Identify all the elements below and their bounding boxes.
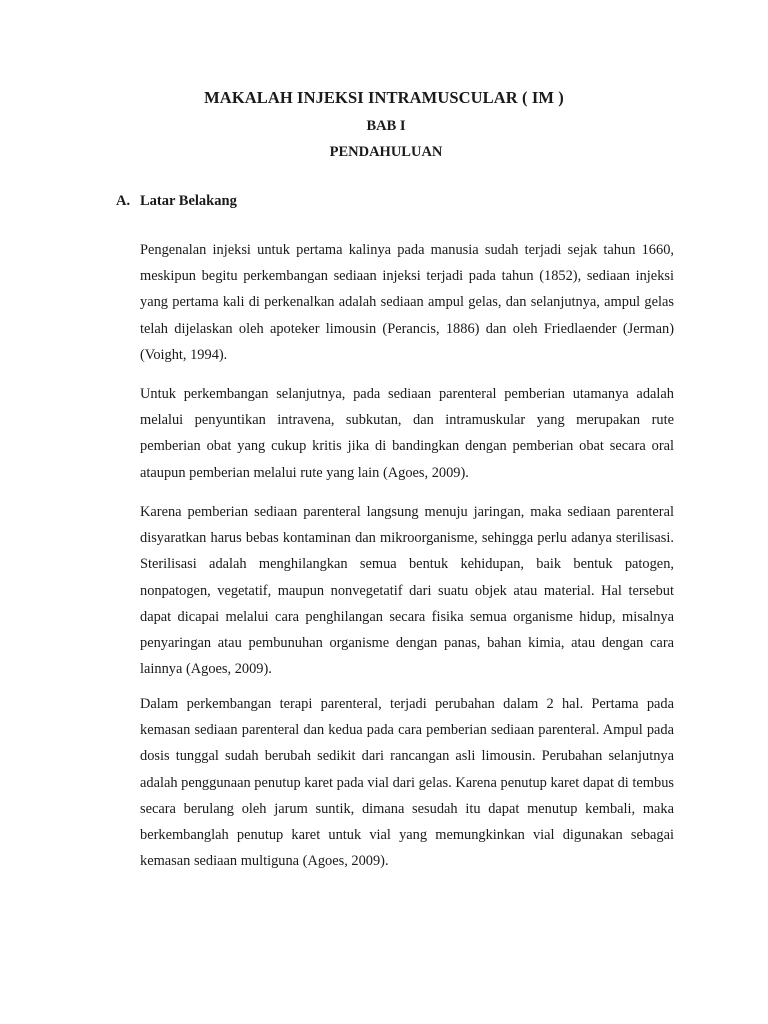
section-marker: A.: [116, 193, 131, 209]
document-title: MAKALAH INJEKSI INTRAMUSCULAR ( IM ): [204, 88, 564, 107]
paragraph-1: Pengenalan injeksi untuk pertama kalinya pada manusia sudah terjadi sejak tahun 1660, meskipun begitu perkembangan sediaan injeksi terjadi pada tahun (1852), sediaan injeksi yang pertama kali di perkenalkan adalah sediaan ampul gelas, dan selanjutnya, ampul gelas telah dijelaskan oleh apoteker limousin (Perancis, 1886) dan oleh Friedlaender (Jerman) (Voight, 1994).: [140, 242, 674, 363]
section-heading-text: Latar Belakang: [140, 193, 237, 209]
section-heading: [116, 192, 237, 210]
paragraph-3: Karena pemberian sediaan parenteral langsung menuju jaringan, maka sediaan parenteral disyaratkan harus bebas kontaminan dan mikroorganisme, sehingga perlu adanya sterilisasi. Sterilisasi adalah menghilangkan semua bentuk kehidupan, baik bentuk patogen, nonpatogen, vegetatif, maupun nonvegetatif dari suatu objek atau material. Hal tersebut dapat dicapai melalui cara penghilangan secara fisika semua organisme hidup, misalnya penyaringan atau pembunuhan organisme dengan panas, bahan kimia, atau dengan cara lainnya (Agoes, 2009).: [140, 504, 674, 678]
paragraph-2: Untuk perkembangan selanjutnya, pada sediaan parenteral pemberian utamanya adalah melalui penyuntikan intravena, subkutan, dan intramuskular yang merupakan rute pemberian obat yang cukup kritis jika di bandingkan dengan pemberian obat secara oral ataupun pemberian melalui rute yang lain (Agoes, 2009).: [140, 386, 674, 481]
chapter-number: BAB I: [366, 118, 406, 134]
chapter-title: PENDAHULUAN: [329, 144, 443, 160]
paragraph-4: Dalam perkembangan terapi parenteral, terjadi perubahan dalam 2 hal. Pertama pada kemasan sediaan parenteral dan kedua pada cara pemberian sediaan parenteral. Ampul pada dosis tunggal sudah berubah sedikit dari rancangan asli limousin. Perubahan selanjutnya adalah penggunaan penutup karet pada vial dari gelas. Karena penutup karet dapat di tembus secara berulang oleh jarum suntik, dimana sesudah itu dapat menutup kembali, maka berkembanglah penutup karet untuk vial yang memungkinkan vial digunakan sebagai kemasan sediaan multiguna (Agoes, 2009).: [140, 696, 674, 870]
